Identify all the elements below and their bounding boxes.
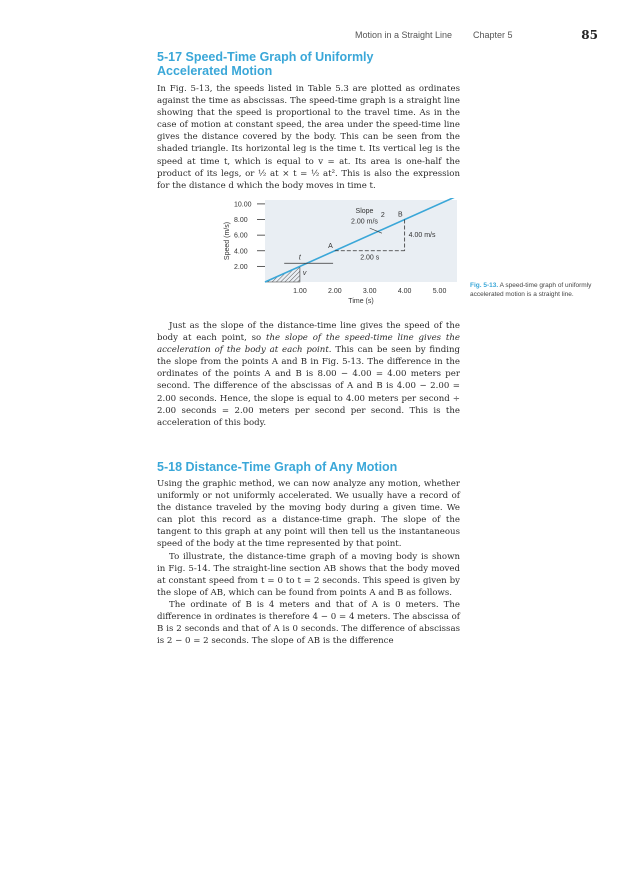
- run-label: 2.00 s: [360, 254, 380, 262]
- point-label-b: B: [397, 211, 403, 219]
- slope-paragraph-emphasis: the slope of the speed-time line gives the acceleration of the body at each point.: [157, 333, 460, 356]
- speed-time-graph: [220, 198, 470, 310]
- section-5-18-heading: 5-18 Distance-Time Graph of Any Motion: [157, 460, 398, 474]
- page-number: 85: [581, 28, 598, 42]
- x-axis-label: Time (s): [348, 298, 374, 305]
- rise-label: 4.00 m/s: [408, 232, 436, 240]
- y-tick-label: 8.00: [234, 217, 248, 225]
- y-tick-label: 6.00: [234, 232, 248, 240]
- section-5-17-heading-line1: 5-17 Speed-Time Graph of Uniformly: [157, 50, 374, 64]
- t-label: t: [298, 254, 301, 262]
- running-head-title: Motion in a Straight Line: [355, 30, 453, 40]
- y-axis-label: Speed (m/s): [224, 221, 231, 261]
- x-tick-label: 4.00: [397, 288, 412, 295]
- y-tick-label: 4.00: [234, 248, 248, 256]
- x-tick-label: 2.00: [328, 288, 342, 295]
- x-tick-label: 3.00: [362, 288, 377, 295]
- figure-caption: [470, 282, 598, 299]
- point-label-a: A: [328, 242, 333, 250]
- section-5-18-para3: The ordinate of B is 4 meters and that of A is 0 meters. The difference in ordinates is therefore 4 − 0 = 4 meters. The abscissa of B is 2 seconds and that of A is 0 seconds. The difference of abscissas is 2 − 0 = 2 seconds. The slope of AB is the difference: [157, 599, 460, 647]
- figure-caption-label: Fig. 5-13.: [470, 282, 499, 289]
- section-5-17-heading-line2: Accelerated Motion: [157, 64, 273, 78]
- figure-caption-text: A speed-time graph of uniformly accelerated motion is a straight line.: [470, 282, 592, 298]
- y-tick-label: 10.00: [234, 201, 252, 209]
- x-tick-label: 1.00: [293, 288, 307, 295]
- slope-paragraph-seg3: This can be seen by finding the slope from the points A and B in Fig. 5-13. The difference in the ordinates of the points A and B is 8.00 − 4.00 = 4.00 meters per second. The difference of the abscissas of A and B is 4.00 − 2.00 = 2.00 seconds. Hence, the slope is equal to 4.00 meters per second ÷ 2.00 seconds = 2.00 meters per second per second. This is the acceleration of this body.: [157, 345, 460, 428]
- v-label: v: [302, 269, 307, 277]
- section-5-18-para1: Using the graphic method, we can now analyze any motion, whether uniformly or not uniformly accelerated. We usually have a record of the distance traveled by the moving body during a given time. We can plot this record as a distance-time graph. The slope of the tangent to this graph at any point will then tell us the instantaneous speed of the body at the time represented by that point.: [157, 479, 460, 550]
- slope-paragraph: [157, 320, 460, 429]
- fig-followup: [157, 320, 460, 429]
- section-5-17-paragraph: In Fig. 5-13, the speeds listed in Table 5.3 are plotted as ordinates against the time as abscissas. The speed-time graph is a straight line showing that the speed is proportional to the travel time. As in the case of motion at constant speed, the area under the speed-time line gives the distance covered by the body. This can be seen from the shaded triangle. Its horizontal leg is the time t. Its vertical leg is the speed at time t, which is equal to v = at. Its area is one-half the product of its legs, or ½ at × t = ½ at². This is also the expression for the distance d which the body moves in time t.: [157, 84, 460, 191]
- section-5-17: [157, 50, 460, 192]
- section-5-18-para2: To illustrate, the distance-time graph of a moving body is shown in Fig. 5-14. The straight-line section AB shows that the body moved at constant speed from t = 0 to t = 2 seconds. This speed is given by the slope of AB, which can be found from points A and B as follows.: [157, 551, 460, 598]
- running-head-chapter: Chapter 5: [473, 30, 513, 40]
- slope-label-line2: 2.00 m/s: [351, 218, 378, 226]
- section-5-17-heading: [157, 50, 460, 78]
- slope-label-line1: Slope: [355, 207, 374, 215]
- section-5-18: [157, 460, 460, 647]
- y-tick-label: 2.00: [234, 263, 248, 271]
- x-tick-label: 5.00: [432, 288, 447, 295]
- slope-label-superscript: 2: [380, 212, 385, 220]
- slope-paragraph-seg1: Just as the slope of the distance-time line gives the speed of the body at each point, so: [157, 321, 460, 344]
